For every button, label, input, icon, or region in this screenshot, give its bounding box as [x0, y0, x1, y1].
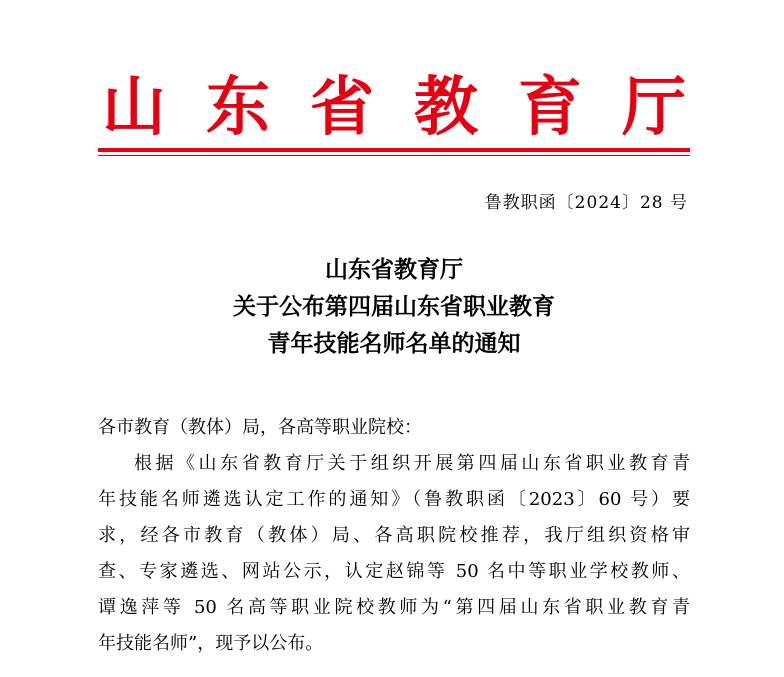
title-line-1: 山东省教育厅 [325, 257, 463, 283]
document-number: 鲁教职函〔2024〕28 号 [484, 193, 688, 213]
document-title [98, 252, 690, 363]
title-line-2: 关于公布第四届山东省职业教育 [233, 294, 555, 320]
body-line: 谭逸萍等 50 名高等职业院校教师为“第四届山东省职业教育青 [98, 597, 690, 618]
body-line: 年技能名师”，现予以公布。 [98, 633, 324, 654]
masthead-char: 省 [310, 70, 374, 145]
masthead-thin-rule [98, 155, 690, 156]
body-line: 求，经各市教育（教体）局、各高职院校推荐，我厅组织资格审 [98, 525, 690, 546]
title-line-3: 青年技能名师名单的通知 [267, 331, 521, 357]
masthead-char: 育 [518, 70, 582, 145]
masthead-thick-rule [98, 148, 690, 152]
masthead-char: 教 [414, 70, 478, 145]
salutation: 各市教育（教体）局，各高等职业院校： [98, 417, 422, 438]
masthead-char: 厅 [622, 70, 686, 145]
body-line: 根据《山东省教育厅关于组织开展第四届山东省职业教育青 [134, 453, 690, 474]
masthead-char: 山 [102, 70, 166, 145]
body-line: 查、专家遴选、网站公示，认定赵锦等 50 名中等职业学校教师、 [98, 561, 690, 582]
masthead-title [98, 72, 690, 144]
masthead-char: 东 [206, 70, 270, 145]
body-line: 年技能名师遴选认定工作的通知》（鲁教职函〔2023〕60 号）要 [98, 489, 690, 510]
document-body [98, 410, 690, 662]
